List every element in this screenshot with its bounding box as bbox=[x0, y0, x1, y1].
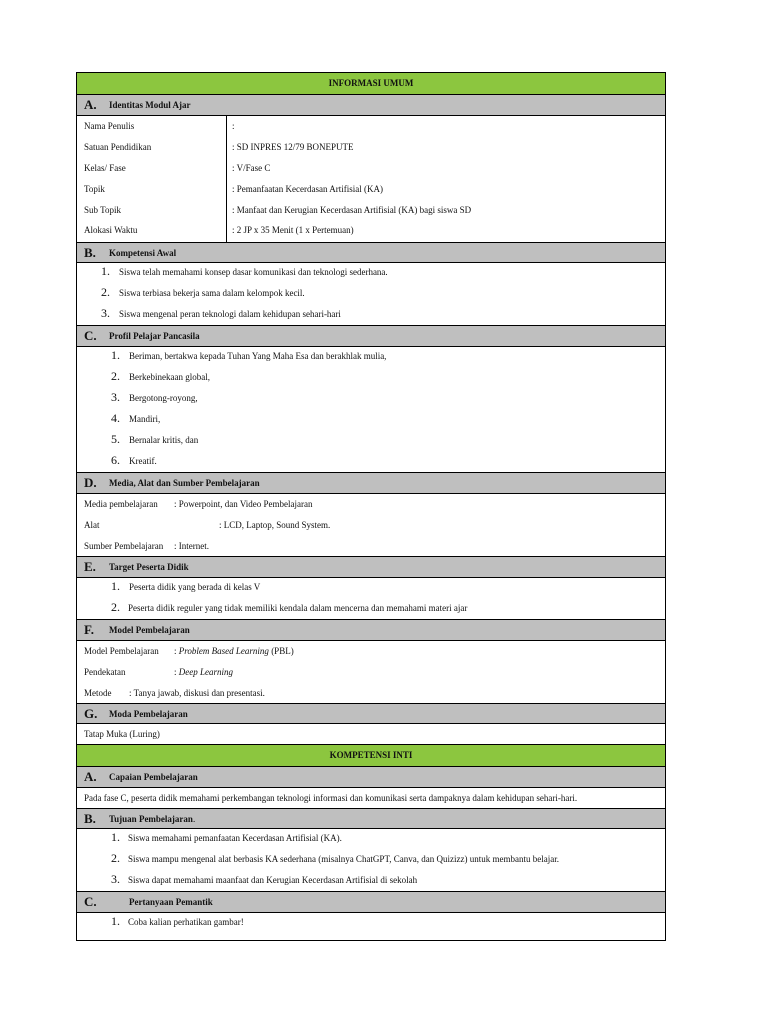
section-letter: D. bbox=[84, 475, 97, 490]
model-label: Metode bbox=[84, 688, 112, 698]
section-d-header bbox=[77, 473, 665, 494]
media-label: Media pembelajaran bbox=[84, 499, 158, 509]
identity-table bbox=[77, 116, 665, 243]
section-g-header bbox=[77, 704, 665, 724]
identity-value: : Manfaat dan Kerugian Kecerdasan Artifisial (KA) bagi siswa SD bbox=[232, 205, 472, 215]
identity-label: Satuan Pendidikan bbox=[84, 142, 152, 152]
section-title-text: Tujuan Pembelajaran bbox=[109, 814, 193, 824]
section-title: Capaian Pembelajaran bbox=[109, 772, 198, 782]
section-ki-a-header bbox=[77, 767, 665, 788]
media-value: : Internet. bbox=[174, 541, 209, 551]
list-number: 4. bbox=[111, 411, 120, 425]
list-item: Siswa terbiasa bekerja sama dalam kelompok kecil. bbox=[119, 288, 305, 298]
model-label: Model Pembelajaran bbox=[84, 646, 159, 656]
identity-value: : bbox=[232, 121, 235, 131]
section-title: Tujuan Pembelajaran. bbox=[109, 814, 196, 824]
list-item: Peserta didik yang berada di kelas V bbox=[129, 582, 261, 592]
identity-value: : 2 JP x 35 Menit (1 x Pertemuan) bbox=[232, 225, 354, 235]
identity-label: Topik bbox=[84, 184, 105, 194]
table-column-divider bbox=[226, 116, 227, 242]
section-b-header bbox=[77, 243, 665, 263]
list-item: Kreatif. bbox=[129, 456, 157, 466]
section-title: Pertanyaan Pemantik bbox=[129, 897, 213, 907]
model-value bbox=[174, 645, 294, 657]
list-number: 2. bbox=[111, 369, 120, 383]
identity-value: : SD INPRES 12/79 BONEPUTE bbox=[232, 142, 354, 152]
list-item: Siswa telah memahami konsep dasar komunikasi dan teknologi sederhana. bbox=[119, 267, 388, 277]
list-number: 2. bbox=[101, 285, 110, 299]
section-ki-b-header bbox=[77, 809, 665, 829]
section-letter: E. bbox=[84, 559, 96, 574]
list-item: Mandiri, bbox=[129, 414, 161, 424]
media-value: : Powerpoint, dan Video Pembelajaran bbox=[174, 499, 313, 509]
section-letter: G. bbox=[84, 706, 98, 721]
list-number: 3. bbox=[111, 872, 120, 886]
list-item: Siswa memahami pemanfaatan Kecerdasan Artifisial (KA). bbox=[128, 833, 342, 843]
list-item: Berkebinekaan global, bbox=[129, 372, 210, 382]
kompetensi-awal-list bbox=[77, 263, 665, 326]
list-item: Peserta didik reguler yang tidak memiliki kendala dalam mencerna dan memahami materi ajar bbox=[128, 603, 468, 613]
list-number: 1. bbox=[111, 579, 120, 593]
model-value-prefix: : bbox=[174, 646, 179, 656]
media-label: Sumber Pembelajaran bbox=[84, 541, 164, 551]
media-label: Alat bbox=[84, 520, 100, 530]
section-e-header bbox=[77, 557, 665, 578]
capaian-pembelajaran bbox=[77, 788, 665, 809]
profil-pancasila-list bbox=[77, 347, 665, 473]
list-number: 1. bbox=[101, 264, 110, 278]
list-item: Siswa mengenal peran teknologi dalam kehidupan sehari-hari bbox=[119, 309, 341, 319]
section-title: Model Pembelajaran bbox=[109, 625, 190, 635]
moda-text: Tatap Muka (Luring) bbox=[84, 729, 160, 739]
section-letter: B. bbox=[84, 245, 96, 260]
media-alat-list bbox=[77, 494, 665, 557]
section-title: Kompetensi Awal bbox=[109, 248, 177, 258]
header-kompetensi-inti bbox=[77, 745, 665, 767]
pertanyaan-pemantik-list bbox=[77, 913, 665, 940]
identity-label: Alokasi Waktu bbox=[84, 225, 138, 235]
model-value-italic: Deep Learning bbox=[178, 667, 234, 677]
list-number: 1. bbox=[111, 914, 120, 928]
target-peserta-list bbox=[77, 578, 665, 620]
module-document bbox=[76, 72, 666, 941]
section-title: Moda Pembelajaran bbox=[109, 709, 188, 719]
section-letter: B. bbox=[84, 811, 96, 826]
list-item: Siswa dapat memahami maanfaat dan Kerugian Kecerdasan Artifisial di sekolah bbox=[128, 875, 418, 885]
list-number: 5. bbox=[111, 432, 120, 446]
media-value: : LCD, Laptop, Sound System. bbox=[219, 520, 331, 530]
identity-value: : Pemanfaatan Kecerdasan Artifisial (KA) bbox=[232, 184, 383, 194]
model-value: : Tanya jawab, diskusi dan presentasi. bbox=[129, 688, 265, 698]
list-number: 6. bbox=[111, 453, 120, 467]
section-letter: A. bbox=[84, 769, 97, 784]
header-informasi-umum-text: INFORMASI UMUM bbox=[328, 78, 414, 88]
section-letter: F. bbox=[84, 622, 94, 637]
capaian-text: Pada fase C, peserta didik memahami perkembangan teknologi informasi dan komunikasi serta dampaknya dalam kehidupan sehari-hari. bbox=[84, 793, 578, 803]
list-item: Siswa mampu mengenal alat berbasis KA sederhana (misalnya ChatGPT, Canva, dan Quizizz) untuk membantu belajar. bbox=[128, 854, 559, 864]
model-pembelajaran-list bbox=[77, 641, 665, 704]
header-kompetensi-inti-text: KOMPETENSI INTI bbox=[329, 750, 413, 760]
moda-pembelajaran bbox=[77, 724, 665, 745]
list-item: Coba kalian perhatikan gambar! bbox=[128, 917, 244, 927]
section-letter: A. bbox=[84, 97, 97, 112]
identity-label: Sub Topik bbox=[84, 205, 121, 215]
list-number: 3. bbox=[111, 390, 120, 404]
section-f-header bbox=[77, 620, 665, 641]
list-number: 1. bbox=[111, 348, 120, 362]
header-informasi-umum bbox=[77, 73, 665, 95]
model-value-italic: Problem Based Learning bbox=[178, 646, 269, 656]
list-item: Beriman, bertakwa kepada Tuhan Yang Maha Esa dan berakhlak mulia, bbox=[129, 351, 387, 361]
section-title: Profil Pelajar Pancasila bbox=[109, 331, 200, 341]
model-value bbox=[174, 666, 233, 678]
section-title: Target Peserta Didik bbox=[109, 562, 189, 572]
section-letter: C. bbox=[84, 894, 97, 909]
section-a-header bbox=[77, 95, 665, 116]
section-title: Identitas Modul Ajar bbox=[109, 100, 191, 110]
model-value-prefix: : bbox=[174, 667, 179, 677]
section-c-header bbox=[77, 326, 665, 347]
section-letter: C. bbox=[84, 328, 97, 343]
list-number: 1. bbox=[111, 830, 120, 844]
tujuan-pembelajaran-list bbox=[77, 829, 665, 892]
identity-label: Nama Penulis bbox=[84, 121, 135, 131]
section-title: Media, Alat dan Sumber Pembelajaran bbox=[109, 478, 260, 488]
list-item: Bernalar kritis, dan bbox=[129, 435, 199, 445]
list-number: 3. bbox=[101, 306, 110, 320]
model-label: Pendekatan bbox=[84, 667, 126, 677]
list-number: 2. bbox=[111, 851, 120, 865]
list-item: Bergotong-royong, bbox=[129, 393, 198, 403]
model-value-suffix: (PBL) bbox=[268, 646, 294, 656]
identity-value: : V/Fase C bbox=[232, 163, 271, 173]
list-number: 2. bbox=[111, 600, 120, 614]
identity-label: Kelas/ Fase bbox=[84, 163, 126, 173]
section-ki-c-header bbox=[77, 892, 665, 913]
